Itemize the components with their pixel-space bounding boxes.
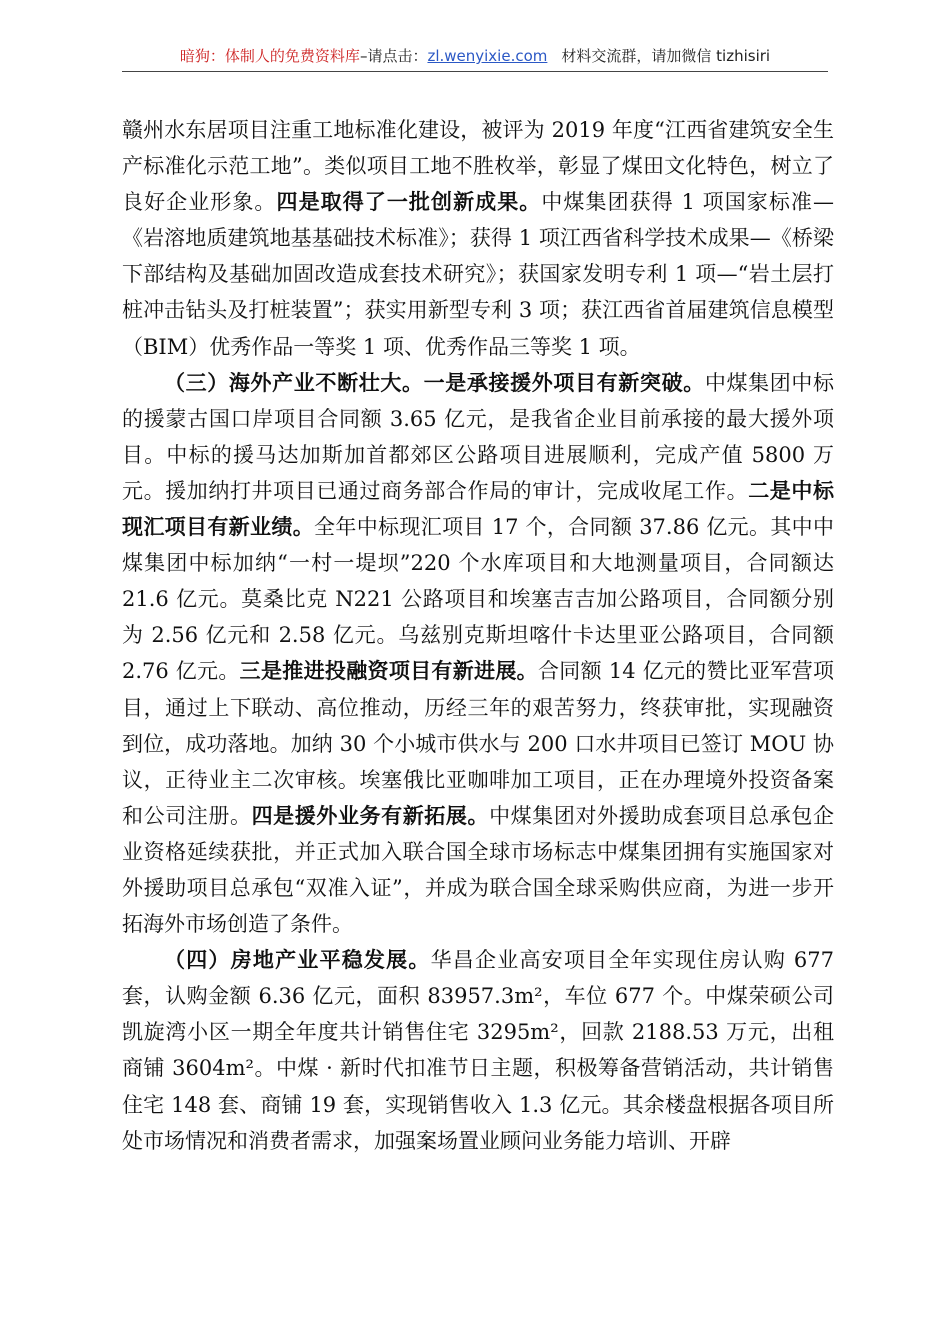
page-header: [122, 44, 828, 68]
header-link[interactable]: zl.wenyixie.com: [427, 47, 548, 65]
bold-heading-run: 三是推进投融资项目有新进展。: [239, 658, 538, 684]
text-run: 中煤集团对外援助成套项目总承包企业资格延续获批，并正式加入联合国全球市场标志中煤集团拥有实施国家对外援助项目总承包“双准入证”，并成为联合国全球采购供应商，为进一步开拓海外市场创造了条件。: [122, 803, 834, 937]
text-run: 合同额 14 亿元的赞比亚军营项目，通过上下联动、高位推动，历经三年的艰苦努力，终获审批，实现融资到位，成功落地。加纳 30 个小城市供水与 200 口水井项目已签订 MOU 协议，正待业主二次审核。埃塞俄比亚咖啡加工项目，正在办理境外投资备案和公司注册。: [122, 659, 835, 828]
text-run: 中煤集团获得 1 项国家标准—《岩溶地质建筑地基基础技术标准》；获得 1 项江西省科学技术成果—《桥梁下部结构及基础加固改造成套技术研究》；获国家发明专利 1 项—“岩土层打桩冲击钻头及打桩装置”；获实用新型专利 3 项；获江西省首届建筑信息模型（BIM）优秀作品一等奖 1 项、优秀作品三等奖 1 项。: [122, 190, 834, 359]
paragraph: [122, 942, 834, 1159]
text-run: 华昌企业高安项目全年实现住房认购 677 套，认购金额 6.36 亿元，面积 83957.3m²，车位 677 个。中煤荣硕公司凯旋湾小区一期全年度共计销售住宅 3295m²，回款 2188.53 万元，出租商铺 3604m²。中煤 · 新时代扣准节日主题，积极筹备营销活动，共计销售住宅 148 套、商铺 19 套，实现销售收入 1.3 亿元。其余楼盘根据各项目所处市场情况和消费者需求，加强案场置业顾问业务能力培训、开辟: [122, 948, 835, 1153]
paragraph: [122, 365, 834, 943]
bold-heading-run: （四）房地产业平稳发展。: [164, 947, 431, 973]
bold-heading-run: 二是中标现汇项目有新业绩。: [122, 477, 834, 540]
document-body: [122, 112, 834, 1159]
bold-heading-run: 四是取得了一批创新成果。: [276, 189, 542, 215]
text-run: 中煤集团中标的援蒙古国口岸项目合同额 3.65 亿元，是我省企业目前承接的最大援外项目。中标的援马达加斯加首都郊区公路项目进展顺利，完成产值 5800 万元。援加纳打井项目已通过商务部合作局的审计，完成收尾工作。: [122, 370, 835, 503]
paragraph: [122, 112, 834, 365]
header-brand: 暗狗：体制人的免费资料库: [179, 47, 360, 65]
header-divider: [122, 71, 828, 72]
header-contact: 材料交流群，请加微信 tizhisiri: [561, 47, 771, 65]
bold-heading-run: （三）海外产业不断壮大。一是承接援外项目有新突破。: [164, 369, 705, 395]
header-separator: –请点击：: [359, 47, 428, 65]
text-run: 赣州水东居项目注重工地标准化建设，被评为 2019 年度“江西省建筑安全生产标准化示范工地”。类似项目工地不胜枚举，彰显了煤田文化特色，树立了良好企业形象。: [122, 118, 834, 215]
bold-heading-run: 四是援外业务有新拓展。: [251, 802, 490, 828]
text-run: 全年中标现汇项目 17 个，合同额 37.86 亿元。其中中煤集团中标加纳“一村一堤坝”220 个水库项目和大地测量项目，合同额达 21.6 亿元。莫桑比克 N221 公路项目和埃塞吉吉加公路项目，合同额分别为 2.56 亿元和 2.58 亿元。乌兹别克斯坦喀什卡达里亚公路项目，合同额 2.76 亿元。: [122, 515, 835, 684]
